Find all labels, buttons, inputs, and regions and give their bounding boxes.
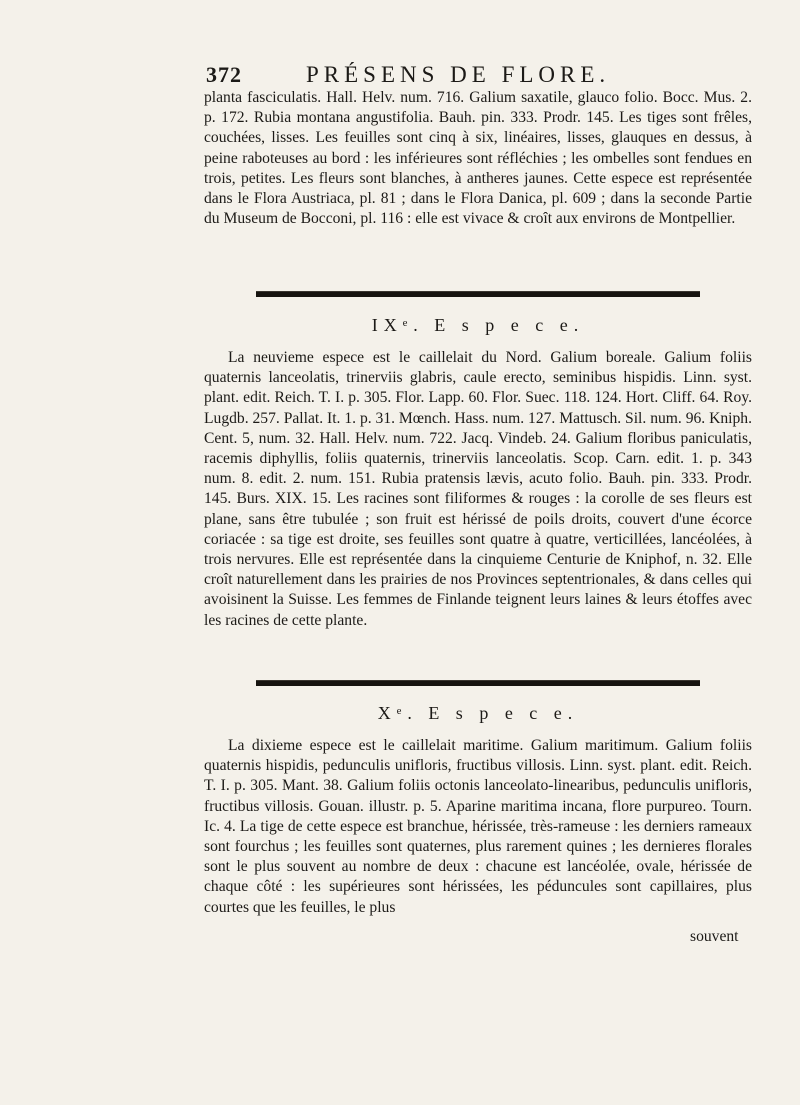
paragraph-text: La neuvieme espece est le caillelait du Nord. Galium boreale. Galium foliis quaternis lanceolatis, trinerviis glabris, caule erecto, seminibus hispidis. Linn. syst. plant. edit. Reich. T. I. p. 305. Flor. Lapp. 60. Flor. Suec. 118. 124. Hort. Cliff. 64. Roy. Lugdb. 257. Pallat. It. 1. p. 31. Mœnch. Hass. num. 127. Mattusch. Sil. num. 96. Kniph. Cent. 5, num. 32. Hall. Helv. num. 722. Jacq. Vindeb. 24. Galium floribus paniculatis, racemis diphyllis, foliis quaternis, trinerviis lanceolatis. Scop. Carn. edit. 1. p. 343 num. 8. edit. 2. num. 151. Rubia pratensis lævis, acuto folio. Bauh. pin. 333. Prodr. 145. Burs. XIX. 15. Les racines sont filiformes & rouges : la corolle de ses fleurs est plane, sans être tubulée ; son fruit est hérissé de poils droits, couvert d'une écorce coriacée : sa tige est droite, ses feuilles sont quatre à quatre, verticillées, lancéolées, à trois nervures. Elle est représentée dans la cinquieme Centurie de Kniphof, n. 32. Elle croît naturellement dans les prairies de nos Provinces septentrionales, & dans celles qui avoisinent la Suisse. Les femmes de Finlande teignent leurs laines & leurs étoffes avec les racines de cette plante. [204, 349, 752, 629]
section-heading-ix: IXᵉ. E s p e c e. [371, 315, 585, 335]
continued-paragraph [204, 88, 752, 229]
section-divider [256, 680, 700, 686]
catchword: souvent [690, 928, 739, 945]
section-heading-x: Xᵉ. E s p e c e. [377, 703, 579, 723]
paragraph-text: La dixieme espece est le caillelait maritime. Galium maritimum. Galium foliis quaternis hispidis, pedunculis unifloris, fructibus villosis. Linn. syst. plant. edit. Reich. T. I. p. 305. Mant. 38. Galium foliis octonis lanceolato-linearibus, pedunculis unifloris, fructibus villosis. Gouan. illustr. p. 5. Aparine maritima incana, flore purpureo. Tourn. Ic. 4. La tige de cette espece est branchue, hérissée, très-rameuse : les derniers rameaux sont fourchus ; les feuilles sont quaternes, plus rarement quines ; les dernieres florales sont le plus souvent au nombre de deux : chacune est lancéolée, ovale, hérissée de chaque côté : les supérieures sont hérissées, les péduncules sont capillaires, plus courtes que les feuilles, le plus [204, 737, 752, 916]
section-divider [256, 291, 700, 297]
section-ix-body [204, 348, 752, 631]
section-x-body [204, 736, 752, 918]
running-title: PRÉSENS DE FLORE. [306, 62, 611, 87]
page-number: 372 [206, 62, 242, 87]
paragraph-text: planta fasciculatis. Hall. Helv. num. 716. Galium saxatile, glauco folio. Bocc. Mus. 2. p. 172. Rubia montana angustifolia. Bauh. pin. 333. Prodr. 145. Les tiges sont frêles, couchées, lisses. Les feuilles sont cinq à six, linéaires, lisses, glauques en dessus, à peine raboteuses au bord : les inférieures sont réfléchies ; les ombelles sont fendues en trois, petites. Les fleurs sont blanches, à antheres jaunes. Cette espece est représentée dans le Flora Austriaca, pl. 81 ; dans le Flora Danica, pl. 609 ; dans la seconde Partie du Museum de Bocconi, pl. 116 : elle est vivace & croît aux environs de Montpellier. [204, 89, 752, 228]
